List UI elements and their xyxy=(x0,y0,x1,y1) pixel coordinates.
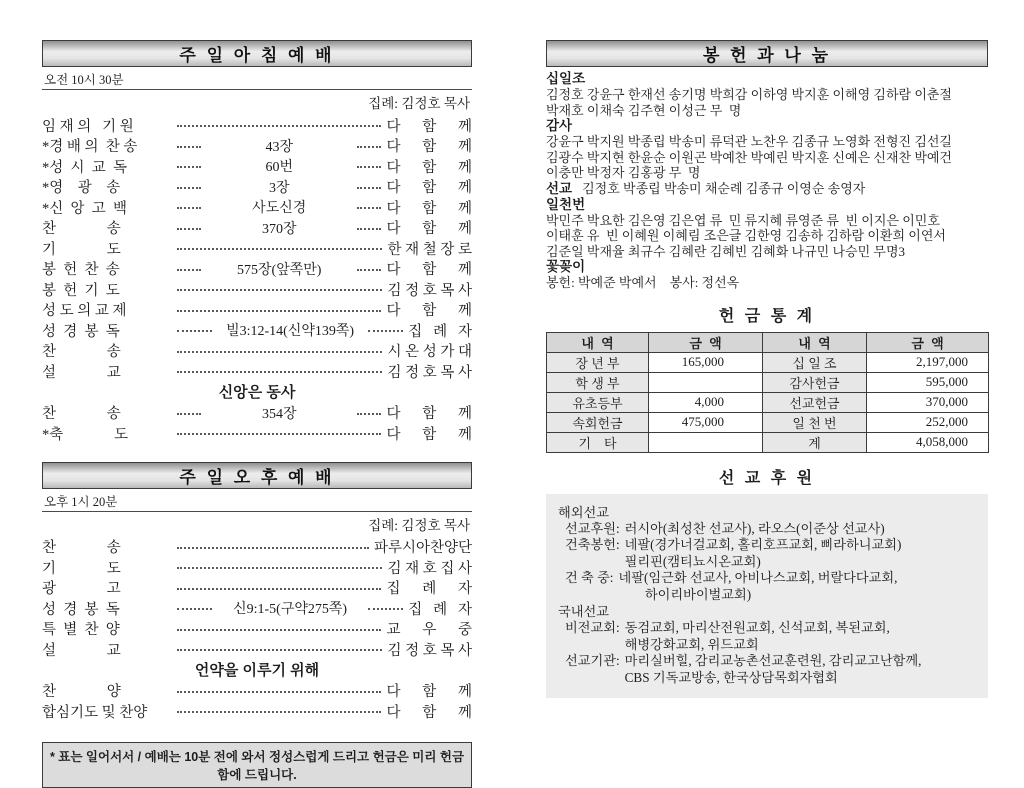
liturgy-item-value: 사도신경 xyxy=(252,201,307,217)
mission-item-lines: 마리실버힐, 감리교농촌선교훈련원, 감리교고난함께, CBS 기독교방송, 한국상담목회자협회 xyxy=(624,653,922,685)
stats-category-cell: 속회헌금 xyxy=(547,412,649,432)
liturgy-item-label: 봉 헌 기 도 xyxy=(42,282,120,299)
offering-group xyxy=(546,197,988,260)
offering-names-line: 봉헌: 박예준 박예서 봉사: 정선옥 xyxy=(546,275,740,290)
stats-header-cell: 금 액 xyxy=(867,332,989,352)
liturgy-row xyxy=(42,639,472,660)
dotted-leader xyxy=(177,649,382,651)
liturgy-row xyxy=(42,361,472,382)
liturgy-row xyxy=(42,578,472,599)
liturgy-row xyxy=(42,423,472,444)
liturgy-row xyxy=(42,238,472,259)
liturgy-row xyxy=(42,300,472,321)
stats-title: 헌 금 통 계 xyxy=(718,307,816,325)
offering-names-line: 박민주 박요한 김은영 김은엽 류 민 류지혜 류영준 류 빈 이지은 이민호 xyxy=(546,212,940,228)
offering-stats-table xyxy=(546,332,989,453)
offering-group xyxy=(546,181,988,197)
mission-item-lines: 네팔(임근화 선교사, 아비나스교회, 버랄다다교회, 하이리바이벌교회) xyxy=(618,570,898,602)
liturgy-item-label: 찬 양 xyxy=(42,684,121,701)
liturgy-row xyxy=(42,197,472,218)
dotted-leader xyxy=(357,228,381,230)
dotted-leader xyxy=(177,269,201,271)
liturgy-performer: 한 재 철 장 로 xyxy=(387,241,472,258)
liturgy-performer: 파루시아찬양단 xyxy=(373,540,472,557)
dotted-leader xyxy=(177,711,381,713)
dotted-leader xyxy=(177,146,201,148)
liturgy-item-label: 설 교 xyxy=(42,642,121,659)
stats-row xyxy=(547,392,989,412)
liturgy-item-label: 봉 헌 찬 송 xyxy=(42,262,120,279)
liturgy-row xyxy=(42,259,472,280)
dotted-leader xyxy=(177,228,201,230)
liturgy-performer: 김 정 호 목 사 xyxy=(387,642,472,659)
stats-category-cell: 유초등부 xyxy=(547,392,649,412)
liturgy-row xyxy=(42,156,472,177)
stats-category-cell: 선교헌금 xyxy=(763,392,867,412)
left-column xyxy=(42,40,472,788)
offering-section-header xyxy=(546,40,988,67)
offering-group xyxy=(546,118,988,181)
worship-footer-note: * 표는 일어서서 / 예배는 10분 전에 와서 정성스럽게 드리고 헌금은 미리 헌금함에 드립니다. xyxy=(42,742,472,788)
liturgy-row xyxy=(42,279,472,300)
liturgy-row xyxy=(42,136,472,157)
liturgy-row xyxy=(42,218,472,239)
mission-item-label: 건 축 중: xyxy=(565,570,614,585)
morning-liturgy-list xyxy=(42,115,472,444)
mission-item xyxy=(558,570,976,603)
liturgy-item-label: *영 광 송 xyxy=(42,180,121,197)
liturgy-item-label: 찬 송 xyxy=(42,344,121,361)
dotted-leader xyxy=(177,187,201,189)
dotted-leader xyxy=(357,166,381,168)
liturgy-item-label: 기 도 xyxy=(42,241,121,258)
offering-names-line: 박재호 이채숙 김주현 이성근 무 명 xyxy=(546,102,742,118)
dotted-leader xyxy=(177,629,381,631)
liturgy-performer: 다 함 께 xyxy=(386,180,472,197)
stats-amount-cell xyxy=(649,372,763,392)
morning-worship-section xyxy=(42,40,472,444)
stats-amount-cell: 252,000 xyxy=(867,412,989,432)
liturgy-item-value: 3장 xyxy=(268,180,290,196)
offering-group xyxy=(546,259,988,291)
dotted-leader xyxy=(177,248,382,250)
morning-leader: 집례: 김정호 목사 xyxy=(368,96,470,111)
dotted-leader xyxy=(177,608,212,610)
dotted-leader xyxy=(177,207,201,209)
liturgy-item-value: 370장 xyxy=(261,221,297,237)
dotted-leader xyxy=(177,125,381,127)
dotted-leader xyxy=(357,146,381,148)
stats-amount-cell: 2,197,000 xyxy=(867,352,989,372)
mission-item-label: 건축봉헌: xyxy=(565,537,620,552)
stats-body xyxy=(547,352,989,452)
liturgy-performer: 김 정 호 목 사 xyxy=(387,364,472,381)
offering-group-label: 십일조 xyxy=(546,71,586,86)
liturgy-performer: 다 함 께 xyxy=(386,139,472,156)
stats-header-row xyxy=(547,332,989,352)
stats-amount-cell: 370,000 xyxy=(867,392,989,412)
liturgy-performer: 다 함 께 xyxy=(386,221,472,238)
liturgy-item-label: 기 도 xyxy=(42,560,121,577)
mission-item-lines: 러시아(최성찬 선교사), 라오스(이준상 선교사) xyxy=(624,520,885,536)
dotted-leader xyxy=(177,166,201,168)
liturgy-item-label: *신 앙 고 백 xyxy=(42,200,128,217)
dotted-leader xyxy=(177,310,381,312)
liturgy-performer: 시 온 성 가 대 xyxy=(387,344,472,361)
offering-group-inline xyxy=(546,181,988,197)
stats-row xyxy=(547,352,989,372)
liturgy-item-label: *성 시 교 독 xyxy=(42,159,128,176)
dotted-leader xyxy=(177,691,381,693)
liturgy-performer: 다 함 께 xyxy=(386,200,472,217)
mission-section-heading: 국내선교 xyxy=(558,604,609,619)
stats-category-cell: 계 xyxy=(763,432,867,452)
stats-category-cell: 학 생 부 xyxy=(547,372,649,392)
liturgy-item-value: 575장(앞쪽만) xyxy=(237,262,322,278)
liturgy-performer: 다 함 께 xyxy=(386,684,472,701)
mission-item-label: 비전교회: xyxy=(565,620,620,635)
right-column xyxy=(546,40,988,788)
offering-names-line: 김준일 박재율 최규수 김혜란 김혜빈 김혜화 나규민 나승민 무명3 xyxy=(546,243,906,259)
liturgy-performer: 다 함 께 xyxy=(386,118,472,135)
liturgy-row xyxy=(42,537,472,558)
liturgy-performer: 집 례 자 xyxy=(408,601,472,618)
liturgy-item-label: 찬 송 xyxy=(42,406,121,423)
offering-group-label: 선교 xyxy=(546,180,573,196)
mission-item xyxy=(558,620,976,653)
stats-category-cell: 기 타 xyxy=(547,432,649,452)
liturgy-performer: 다 함 께 xyxy=(386,262,472,279)
liturgy-performer: 다 함 께 xyxy=(386,303,472,320)
liturgy-item-value: 빌3:12-14(신약139쪽) xyxy=(226,324,355,340)
offering-group xyxy=(546,71,988,118)
mission-item-label: 선교후원: xyxy=(565,520,620,536)
dotted-leader xyxy=(357,413,381,415)
liturgy-item-label: 특 별 찬 양 xyxy=(42,622,120,639)
mission-item xyxy=(558,653,976,686)
stats-amount-cell: 595,000 xyxy=(867,372,989,392)
afternoon-section-header xyxy=(42,462,472,489)
liturgy-item-label: 설 교 xyxy=(42,364,121,381)
mission-item xyxy=(558,521,976,538)
liturgy-item-label: 성 도 의 교 제 xyxy=(42,303,127,320)
liturgy-item-value: 43장 xyxy=(265,139,293,155)
afternoon-time: 오후 1시 20분 xyxy=(42,489,472,512)
liturgy-row xyxy=(42,115,472,136)
offering-groups xyxy=(546,67,988,291)
offering-group-label: 꽃꽂이 xyxy=(546,259,586,274)
stats-row xyxy=(547,432,989,452)
stats-amount-cell: 165,000 xyxy=(649,352,763,372)
stats-amount-cell xyxy=(649,432,763,452)
mission-item-label: 선교기관: xyxy=(565,653,620,668)
liturgy-row xyxy=(42,701,472,722)
dotted-leader xyxy=(357,187,381,189)
dotted-leader xyxy=(368,330,403,332)
mission-item xyxy=(558,537,976,570)
offering-names-line: 강윤구 박지원 박종립 박송미 류덕관 노찬우 김종규 노영화 전형진 김선길 xyxy=(546,134,952,149)
mission-item-lines: 네팔(경가너걸교회, 홀리호프교회, 삐라하니교회) 필리핀(캠티뇨시온교회) xyxy=(624,537,902,569)
liturgy-heading: 신앙은 동사 xyxy=(218,383,296,401)
dotted-leader xyxy=(177,330,212,332)
stats-category-cell: 감사헌금 xyxy=(763,372,867,392)
liturgy-item-value: 60번 xyxy=(265,160,293,176)
liturgy-row xyxy=(42,619,472,640)
liturgy-item-label: 성 경 봉 독 xyxy=(42,601,120,618)
liturgy-row xyxy=(42,598,472,619)
liturgy-performer: 다 함 께 xyxy=(386,704,472,721)
offering-group-label: 일천번 xyxy=(546,196,586,212)
dotted-leader xyxy=(177,289,382,291)
dotted-leader xyxy=(177,547,369,549)
stats-header-cell: 내 역 xyxy=(763,332,867,352)
dotted-leader xyxy=(357,269,381,271)
offering-names-line: 김정호 박종립 박송미 채순례 김종규 이영순 송영자 xyxy=(582,180,866,196)
liturgy-row xyxy=(42,403,472,424)
liturgy-row xyxy=(42,320,472,341)
liturgy-performer: 교 우 중 xyxy=(386,622,472,639)
mission-section-heading: 해외선교 xyxy=(558,504,609,520)
morning-title: 주 일 아 침 예 배 xyxy=(179,46,335,65)
liturgy-item-label: 찬 송 xyxy=(42,540,121,557)
liturgy-item-label: 임 재 의 기 원 xyxy=(42,118,134,135)
dotted-leader xyxy=(177,371,382,373)
liturgy-row xyxy=(42,177,472,198)
stats-category-cell: 일 천 번 xyxy=(763,412,867,432)
liturgy-item-label: 합심기도 및 찬양 xyxy=(42,704,148,721)
stats-row xyxy=(547,412,989,432)
liturgy-item-label: *축 도 xyxy=(42,426,129,443)
afternoon-leader: 집례: 김정호 목사 xyxy=(368,517,470,533)
stats-amount-cell: 4,000 xyxy=(649,392,763,412)
mission-item-lines: 동검교회, 마리산전원교회, 신석교회, 복된교회, 해병강화교회, 위드교회 xyxy=(624,620,890,652)
liturgy-row xyxy=(42,341,472,362)
liturgy-item-label: *경 배 의 찬 송 xyxy=(42,139,138,156)
afternoon-liturgy-list xyxy=(42,537,472,722)
liturgy-performer: 김 정 호 목 사 xyxy=(387,282,472,299)
afternoon-title: 주 일 오 후 예 배 xyxy=(179,467,335,487)
mission-title: 선 교 후 원 xyxy=(718,469,816,487)
liturgy-performer: 다 함 께 xyxy=(386,406,472,423)
stats-category-cell: 장 년 부 xyxy=(547,352,649,372)
liturgy-item-label: 성 경 봉 독 xyxy=(42,323,120,340)
morning-section-header xyxy=(42,40,472,67)
stats-header-cell: 금 액 xyxy=(649,332,763,352)
offering-names-line: 김정호 강윤구 한재선 송기명 박희감 이하영 박지훈 이해영 김하람 이춘절 xyxy=(546,87,952,102)
stats-category-cell: 십 일 조 xyxy=(763,352,867,372)
liturgy-item-label: 찬 송 xyxy=(42,221,121,238)
dotted-leader xyxy=(177,413,201,415)
offering-title: 봉 헌 과 나 눔 xyxy=(702,46,831,65)
liturgy-performer: 김 재 호 집 사 xyxy=(387,560,472,577)
dotted-leader xyxy=(357,207,381,209)
offering-names-line: 이태훈 유 빈 이혜원 이혜림 조은글 김한영 김송하 김하람 이환희 이연서 xyxy=(546,228,946,243)
liturgy-row xyxy=(42,681,472,702)
offering-names-line: 김광수 박지현 한윤순 이원곤 박예찬 박예린 박지훈 신예은 신재찬 박예건 xyxy=(546,149,952,165)
morning-time: 오전 10시 30분 xyxy=(42,67,472,90)
offering-group-label: 감사 xyxy=(546,118,573,133)
dotted-leader xyxy=(177,433,381,435)
dotted-leader xyxy=(368,608,403,610)
liturgy-performer: 집 례 자 xyxy=(386,581,472,598)
liturgy-item-label: 광 고 xyxy=(42,581,121,598)
liturgy-row xyxy=(42,557,472,578)
liturgy-performer: 집 례 자 xyxy=(408,323,472,340)
liturgy-item-value: 신9:1-5(구약275쪽) xyxy=(233,602,348,618)
liturgy-performer: 다 함 께 xyxy=(386,426,472,443)
stats-header-cell: 내 역 xyxy=(547,332,649,352)
offering-names-line: 이충만 박정자 김홍광 무 명 xyxy=(546,165,701,180)
afternoon-worship-section xyxy=(42,462,472,722)
stats-amount-cell: 4,058,000 xyxy=(867,432,989,452)
dotted-leader xyxy=(177,588,381,590)
dotted-leader xyxy=(177,567,382,569)
stats-row xyxy=(547,372,989,392)
mission-support-box xyxy=(546,494,988,699)
liturgy-heading: 언약을 이루기 위해 xyxy=(194,661,320,679)
liturgy-performer: 다 함 께 xyxy=(386,159,472,176)
liturgy-item-value: 354장 xyxy=(261,406,297,422)
dotted-leader xyxy=(177,351,382,353)
stats-amount-cell: 475,000 xyxy=(649,412,763,432)
